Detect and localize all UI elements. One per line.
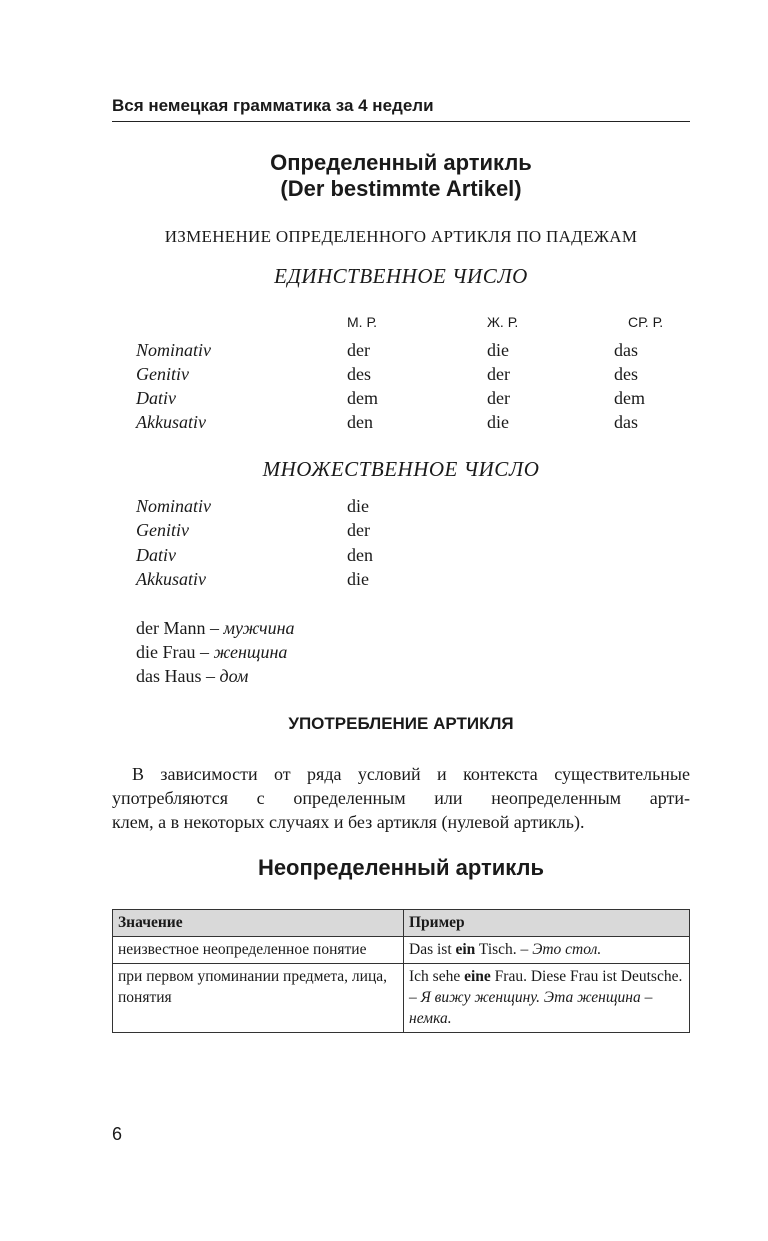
table-row [0,340,768,364]
cell-meaning: неизвестное неопределенное понятие [113,937,404,964]
case-name: Dativ [136,545,176,565]
article-feminine: der [487,388,510,408]
article-plural: die [347,496,369,516]
example-translation: женщина [213,642,288,662]
table-row [113,964,690,1033]
article-feminine: der [487,364,510,384]
table-row [0,569,768,593]
example-dash: – [195,642,214,662]
article-plural: den [347,545,373,565]
article-plural: der [347,520,370,540]
indefinite-usage-table [112,909,690,1033]
table-row [0,388,768,412]
example-item [136,642,287,663]
table-row [0,364,768,388]
gender-neuter: СР. Р. [628,314,664,330]
example-text: Tisch. – [475,941,533,958]
example-item [136,666,248,687]
case-name: Genitiv [136,520,189,540]
usage-heading: УПОТРЕБЛЕНИЕ АРТИКЛЯ [288,714,514,733]
example-text: Das ist [409,941,456,958]
article-masculine: dem [347,388,378,408]
usage-paragraph [112,762,690,834]
table-header-row [113,910,690,937]
paragraph-line: употребляются с определенным или неопределенным арти- [112,788,690,808]
page-number: 6 [112,1124,123,1144]
indefinite-heading: Неопределенный артикль [257,855,545,880]
cell-example [404,964,690,1033]
case-name: Dativ [136,388,176,408]
article-feminine: die [487,340,509,360]
example-german: die Frau [136,642,196,662]
example-translation: Это стол. [532,941,602,958]
case-name: Genitiv [136,364,189,384]
table-row [0,412,768,436]
table-row [0,520,768,544]
header-example: Пример [404,910,690,937]
page-title-line1: Определенный артикль [270,150,532,175]
table-row [113,937,690,964]
article-neuter: das [614,340,638,360]
paragraph-line: клем, а в некоторых случаях и без артикля (нулевой артикль). [112,812,585,832]
article-masculine: der [347,340,370,360]
example-dash: – [201,666,220,686]
case-name: Nominativ [136,496,211,516]
case-name: Akkusativ [136,412,206,432]
page-title-line2: (Der bestimmte Artikel) [280,176,522,201]
example-text: Ich sehe [409,968,465,985]
example-article: ein [455,941,476,958]
running-head: Вся немецкая грамматика за 4 недели [112,96,690,122]
table-row [0,496,768,520]
paragraph-line: В зависимости от ряда условий и контекста существительные [132,764,690,784]
gender-feminine: Ж. Р. [487,314,519,330]
case-name: Akkusativ [136,569,206,589]
cell-meaning: при первом упоминании предмета, лица, понятия [113,964,404,1033]
example-german: der Mann [136,618,206,638]
table-row [0,545,768,569]
plural-heading: МНОЖЕСТВЕННОЕ ЧИСЛО [262,457,540,481]
article-neuter: dem [614,388,645,408]
example-german: das Haus [136,666,202,686]
case-name: Nominativ [136,340,211,360]
article-feminine: die [487,412,509,432]
example-translation: Я вижу женщину. Эта женщина – немка. [409,989,653,1027]
gender-masculine: М. Р. [347,314,378,330]
article-masculine: des [347,364,371,384]
example-article: eine [464,968,491,985]
article-plural: die [347,569,369,589]
singular-heading: ЕДИНСТВЕННОЕ ЧИСЛО [274,264,528,288]
example-dash: – [205,618,224,638]
cell-example [404,937,690,964]
article-masculine: den [347,412,373,432]
article-neuter: des [614,364,638,384]
declension-subtitle: ИЗМЕНЕНИЕ ОПРЕДЕЛЕННОГО АРТИКЛЯ ПО ПАДЕЖАМ [164,227,638,246]
example-translation: дом [219,666,249,686]
example-text: Frau. Diese Frau ist Deutsche. – [409,968,683,1006]
example-item [136,618,295,639]
header-meaning: Значение [113,910,404,937]
example-translation: мужчина [223,618,295,638]
article-neuter: das [614,412,638,432]
